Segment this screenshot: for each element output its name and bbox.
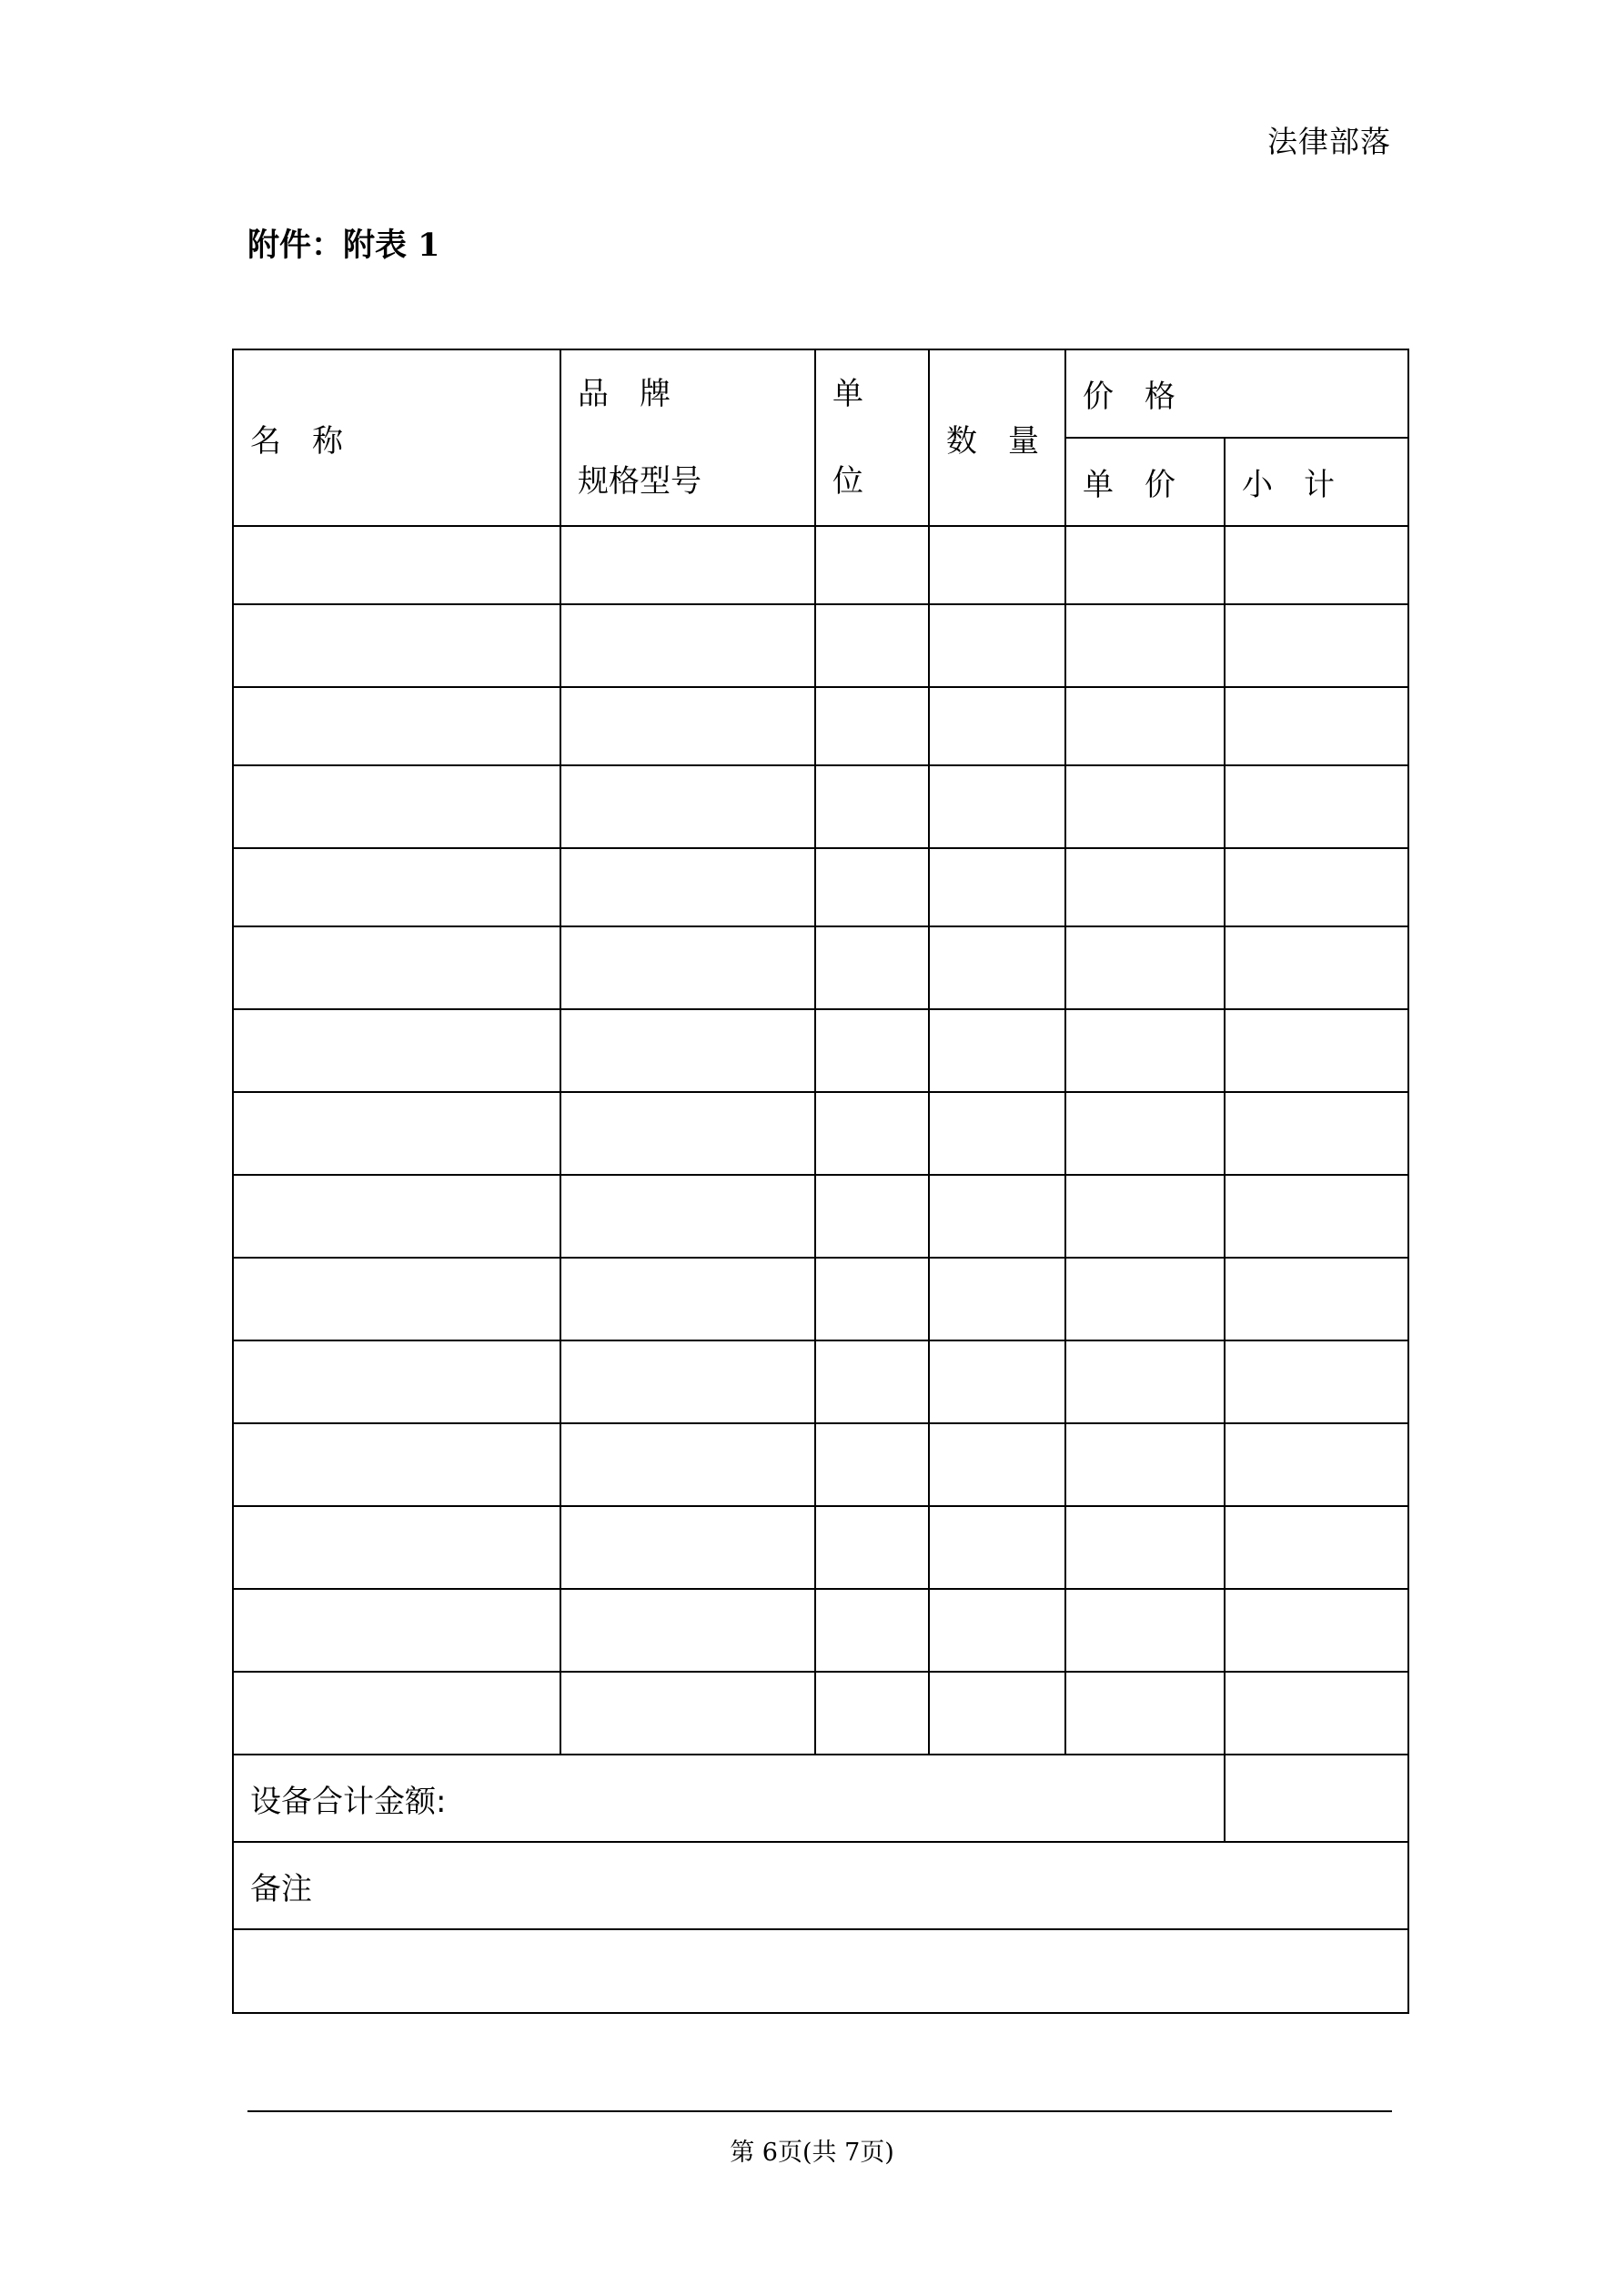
- table-cell[interactable]: [1065, 1506, 1225, 1589]
- header-unit-price: 单 价: [1065, 438, 1225, 526]
- table-row: [233, 1258, 1408, 1340]
- table-row: [233, 1506, 1408, 1589]
- table-row: [233, 1340, 1408, 1423]
- table-cell[interactable]: [815, 1506, 929, 1589]
- table-row: [233, 526, 1408, 604]
- table-cell[interactable]: [815, 604, 929, 687]
- table-cell[interactable]: [1225, 1175, 1408, 1258]
- table-cell[interactable]: [233, 1258, 560, 1340]
- table-cell[interactable]: [815, 1672, 929, 1755]
- table-cell[interactable]: [815, 848, 929, 926]
- table-cell[interactable]: [1225, 604, 1408, 687]
- table-row: [233, 848, 1408, 926]
- table-cell[interactable]: [815, 1009, 929, 1092]
- table-cell[interactable]: [929, 1340, 1065, 1423]
- table-cell[interactable]: [560, 1589, 815, 1672]
- table-cell[interactable]: [233, 604, 560, 687]
- table-cell[interactable]: [1225, 1672, 1408, 1755]
- table-cell[interactable]: [929, 687, 1065, 765]
- table-cell[interactable]: [1065, 1009, 1225, 1092]
- table-cell[interactable]: [929, 1589, 1065, 1672]
- table-row: [233, 926, 1408, 1009]
- table-cell[interactable]: [815, 926, 929, 1009]
- table-cell[interactable]: [1225, 926, 1408, 1009]
- table-cell[interactable]: [929, 765, 1065, 848]
- table-cell[interactable]: [1065, 1589, 1225, 1672]
- header-model-label: 规格型号: [578, 463, 701, 500]
- table-cell[interactable]: [929, 1672, 1065, 1755]
- table-cell[interactable]: [560, 848, 815, 926]
- table-cell[interactable]: [233, 765, 560, 848]
- table-cell[interactable]: [1065, 604, 1225, 687]
- table-cell[interactable]: [1065, 1258, 1225, 1340]
- table-cell[interactable]: [1225, 765, 1408, 848]
- table-cell[interactable]: [233, 1092, 560, 1175]
- table-cell[interactable]: [815, 1340, 929, 1423]
- table-row: [233, 1175, 1408, 1258]
- remark-label: 备注: [233, 1842, 1408, 1929]
- table-cell[interactable]: [815, 1423, 929, 1506]
- total-value[interactable]: [1225, 1755, 1408, 1842]
- table-cell[interactable]: [1225, 1340, 1408, 1423]
- table-cell[interactable]: [929, 1258, 1065, 1340]
- table-cell[interactable]: [929, 1009, 1065, 1092]
- table-cell[interactable]: [1225, 1423, 1408, 1506]
- table-cell[interactable]: [233, 1672, 560, 1755]
- header-price: 价 格: [1065, 349, 1408, 438]
- footer-divider: [247, 2110, 1392, 2112]
- total-label: 设备合计金额:: [233, 1755, 1225, 1842]
- table-cell[interactable]: [929, 1506, 1065, 1589]
- table-cell[interactable]: [929, 1175, 1065, 1258]
- table-cell[interactable]: [815, 526, 929, 604]
- table-cell[interactable]: [815, 1175, 929, 1258]
- table-cell[interactable]: [1065, 1340, 1225, 1423]
- table-row: [233, 604, 1408, 687]
- table-cell[interactable]: [560, 1175, 815, 1258]
- table-cell[interactable]: [560, 1340, 815, 1423]
- table-cell[interactable]: [929, 1423, 1065, 1506]
- equipment-table: [232, 349, 1409, 2014]
- table-row: [233, 1009, 1408, 1092]
- table-cell[interactable]: [1065, 1423, 1225, 1506]
- table-cell[interactable]: [560, 687, 815, 765]
- table-cell[interactable]: [233, 1009, 560, 1092]
- table-cell[interactable]: [560, 1672, 815, 1755]
- table-cell[interactable]: [1225, 1009, 1408, 1092]
- header-unit-top: 单: [832, 376, 863, 412]
- table-cell[interactable]: [929, 526, 1065, 604]
- remark-row: [233, 1842, 1408, 1929]
- table-cell[interactable]: [560, 1506, 815, 1589]
- page-title: 附件：附表 1: [247, 227, 440, 264]
- table-cell[interactable]: [560, 765, 815, 848]
- table-cell[interactable]: [1065, 1092, 1225, 1175]
- table-cell[interactable]: [233, 1589, 560, 1672]
- table-cell[interactable]: [560, 1258, 815, 1340]
- table-cell[interactable]: [815, 1092, 929, 1175]
- table-cell[interactable]: [560, 1009, 815, 1092]
- header-quantity: 数 量: [929, 349, 1065, 526]
- table-cell[interactable]: [929, 1092, 1065, 1175]
- table-cell[interactable]: [233, 526, 560, 604]
- table-row: [233, 1423, 1408, 1506]
- table-cell[interactable]: [560, 526, 815, 604]
- table-cell[interactable]: [929, 604, 1065, 687]
- table-cell[interactable]: [1225, 526, 1408, 604]
- header-unit: [815, 349, 929, 526]
- table-cell[interactable]: [815, 1589, 929, 1672]
- table-cell[interactable]: [233, 848, 560, 926]
- table-cell[interactable]: [233, 1340, 560, 1423]
- page-number: 第 6页(共 7页): [730, 2139, 894, 2167]
- table-row: [233, 765, 1408, 848]
- table-cell[interactable]: [1225, 1092, 1408, 1175]
- table-row: [233, 1092, 1408, 1175]
- table-cell[interactable]: [1225, 1589, 1408, 1672]
- table-cell[interactable]: [1065, 687, 1225, 765]
- header-brand-model: [560, 349, 815, 526]
- remark-content-row: [233, 1929, 1408, 2013]
- table-cell[interactable]: [1225, 1258, 1408, 1340]
- header-unit-bottom: 位: [832, 463, 863, 500]
- table-cell[interactable]: [929, 926, 1065, 1009]
- header-brand: 法律部落: [1267, 124, 1391, 159]
- table-cell[interactable]: [1065, 526, 1225, 604]
- table-cell[interactable]: [1225, 687, 1408, 765]
- header-subtotal: 小 计: [1225, 438, 1408, 526]
- remark-value[interactable]: [233, 1929, 1408, 2013]
- table-cell[interactable]: [560, 926, 815, 1009]
- table-cell[interactable]: [929, 848, 1065, 926]
- table-cell[interactable]: [815, 687, 929, 765]
- header-name: 名 称: [233, 349, 560, 526]
- table-cell[interactable]: [815, 1258, 929, 1340]
- table-cell[interactable]: [1065, 1175, 1225, 1258]
- table-cell[interactable]: [560, 1423, 815, 1506]
- table-cell[interactable]: [560, 1092, 815, 1175]
- table-row: [233, 1672, 1408, 1755]
- table-cell[interactable]: [233, 687, 560, 765]
- table-cell[interactable]: [1225, 848, 1408, 926]
- table-cell[interactable]: [1225, 1506, 1408, 1589]
- total-row: [233, 1755, 1408, 1842]
- table-cell[interactable]: [560, 604, 815, 687]
- table-cell[interactable]: [1065, 765, 1225, 848]
- header-brand-label: 品 牌: [578, 376, 671, 412]
- table-cell[interactable]: [233, 1506, 560, 1589]
- table-row: [233, 687, 1408, 765]
- table-cell[interactable]: [1065, 1672, 1225, 1755]
- table-cell[interactable]: [233, 1175, 560, 1258]
- table-cell[interactable]: [233, 1423, 560, 1506]
- table-cell[interactable]: [815, 765, 929, 848]
- table-cell[interactable]: [1065, 926, 1225, 1009]
- table-row: [233, 1589, 1408, 1672]
- table-cell[interactable]: [1065, 848, 1225, 926]
- table-cell[interactable]: [233, 926, 560, 1009]
